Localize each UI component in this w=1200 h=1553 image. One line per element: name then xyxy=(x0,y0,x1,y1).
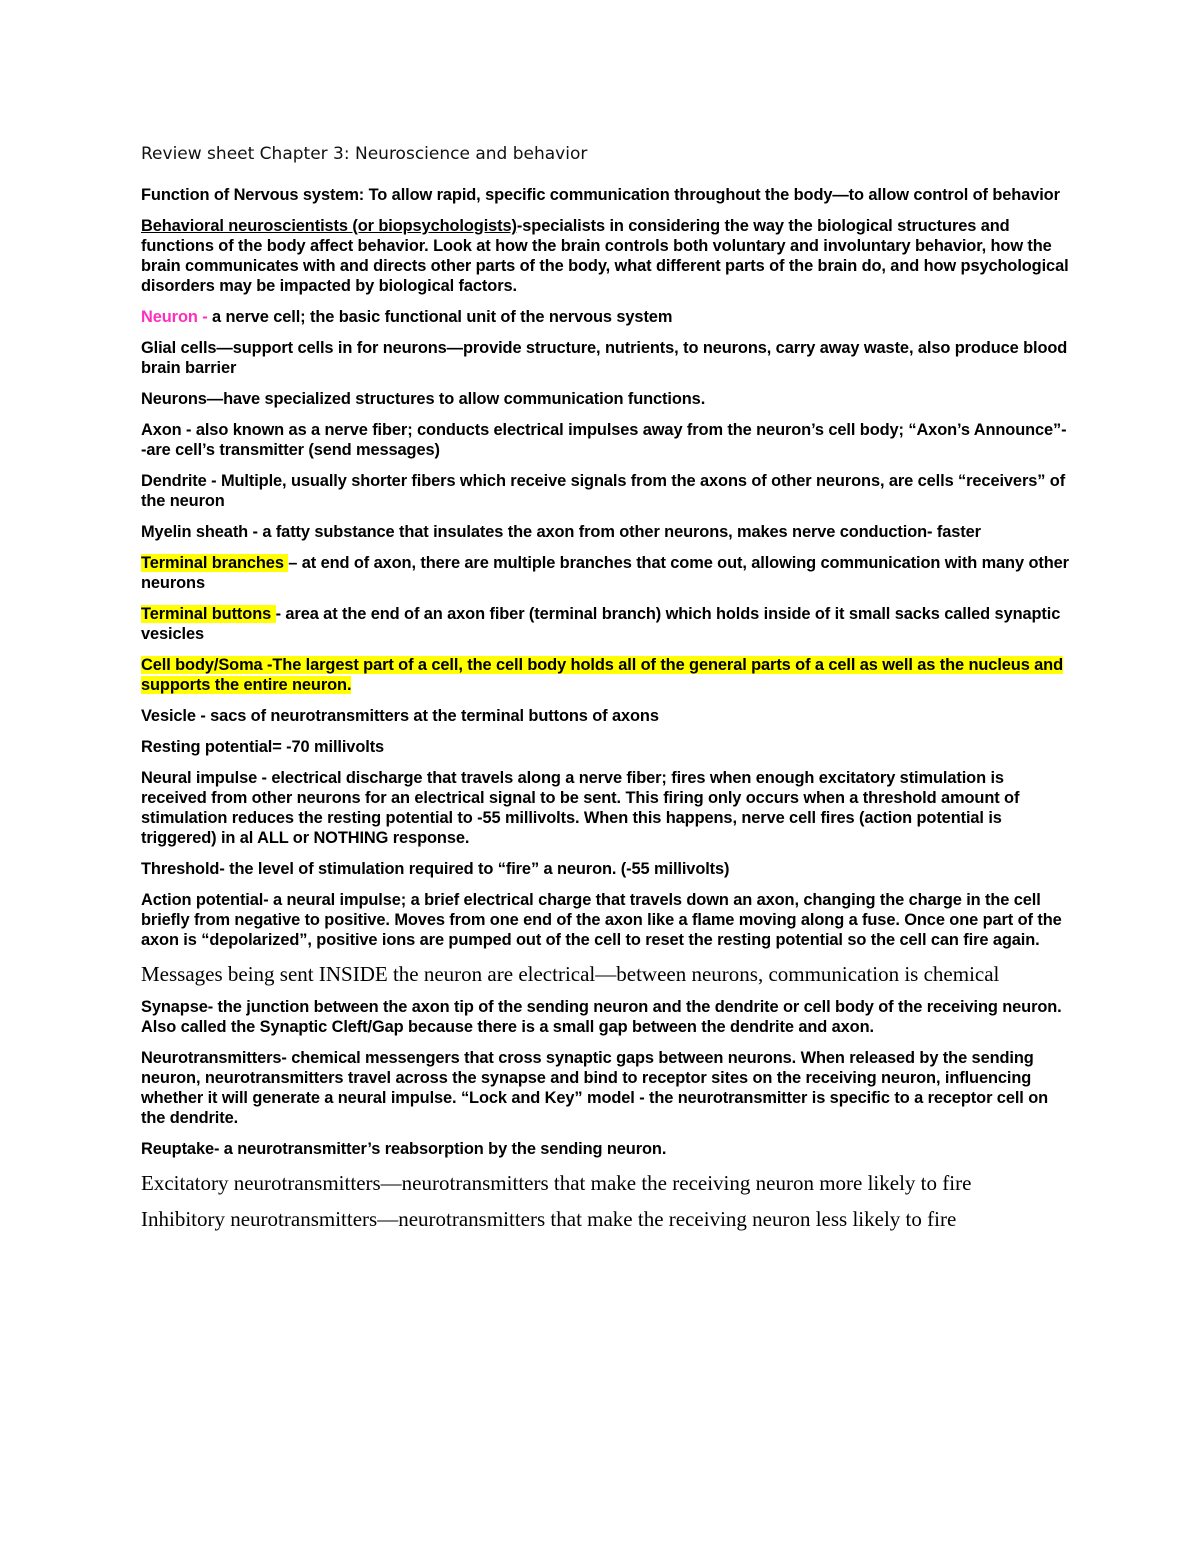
dendrite-paragraph: Dendrite - Multiple, usually shorter fibers which receive signals from the axons of other neurons, are cells “receivers” of the neuron xyxy=(141,472,1066,510)
terminal-branches-term: Terminal branches xyxy=(141,554,289,572)
behavioral-neuroscientists-text: -specialists in considering the way the biological structures and functions of the body affect behavior. Look at how the brain controls both voluntary and involuntary behavior, how the brain communicates with and directs other parts of the body, what different parts of the brain do, and how psychological disorders may be impacted by biological factors. xyxy=(141,217,1069,295)
messages-note: Messages being sent INSIDE the neuron are electrical—between neurons, communication is chemical xyxy=(141,962,1000,986)
neuron-term: Neuron - xyxy=(141,308,213,326)
axon-paragraph: Axon - also known as a nerve fiber; conducts electrical impulses away from the neuron’s cell body; “Axon’s Announce”--are cell’s transmitter (send messages) xyxy=(141,421,1067,459)
resting-potential-paragraph: Resting potential= -70 millivolts xyxy=(141,738,385,756)
document-page xyxy=(141,143,1071,1242)
threshold-paragraph: Threshold- the level of stimulation required to “fire” a neuron. (-55 millivolts) xyxy=(141,860,730,878)
nervous-system-function: Function of Nervous system: To allow rapid, specific communication throughout the body—to allow control of behavior xyxy=(141,186,1060,204)
synapse-paragraph: Synapse- the junction between the axon tip of the sending neuron and the dendrite or cell body of the receiving neuron. Also called the Synaptic Cleft/Gap because there is a small gap between the dendrite and axon. xyxy=(141,998,1062,1036)
inhibitory-note: Inhibitory neurotransmitters—neurotransmitters that make the receiving neuron less likely to fire xyxy=(141,1207,957,1231)
cell-body-highlighted-text: Cell body/Soma -The largest part of a cell, the cell body holds all of the general parts of a cell as well as the nucleus and supports the entire neuron. xyxy=(141,656,1064,694)
terminal-buttons-text: - area at the end of an axon fiber (terminal branch) which holds inside of it small sacks called synaptic vesicles xyxy=(141,605,1061,643)
vesicle-paragraph: Vesicle - sacs of neurotransmitters at the terminal buttons of axons xyxy=(141,707,659,725)
behavioral-neuroscientists-paragraph xyxy=(141,216,1071,296)
behavioral-neuroscientists-term: Behavioral neuroscientists (or biopsychologists) xyxy=(141,217,517,235)
neuron-text: a nerve cell; the basic functional unit of the nervous system xyxy=(212,308,673,326)
neurotransmitters-paragraph: Neurotransmitters- chemical messengers that cross synaptic gaps between neurons. When released by the sending neuron, neurotransmitters travel across the synapse and bind to receptor sites on the receiving neuron, influencing whether it will generate a neural impulse. “Lock and Key” model - the neurotransmitter is specific to a receptor cell on the dendrite. xyxy=(141,1049,1049,1127)
neurons-paragraph: Neurons—have specialized structures to allow communication functions. xyxy=(141,390,706,408)
terminal-buttons-paragraph xyxy=(141,604,1071,644)
neuron-paragraph xyxy=(141,307,1071,327)
action-potential-paragraph: Action potential- a neural impulse; a brief electrical charge that travels down an axon, changing the charge in the cell briefly from negative to positive. Moves from one end of the axon like a flame moving along a fuse. Once one part of the axon is “depolarized”, positive ions are pumped out of the cell to reset the resting potential so the cell can fire again. xyxy=(141,891,1062,949)
reuptake-paragraph: Reuptake- a neurotransmitter’s reabsorption by the sending neuron. xyxy=(141,1140,667,1158)
terminal-branches-text: – at end of axon, there are multiple branches that come out, allowing communication with many other neurons xyxy=(141,554,1069,592)
cell-body-paragraph xyxy=(141,655,1071,695)
myelin-sheath-paragraph: Myelin sheath - a fatty substance that insulates the axon from other neurons, makes nerve conduction- faster xyxy=(141,523,981,541)
glial-cells-paragraph: Glial cells—support cells in for neurons—provide structure, nutrients, to neurons, carry away waste, also produce blood brain barrier xyxy=(141,339,1068,377)
terminal-branches-paragraph xyxy=(141,553,1071,593)
document-title: Review sheet Chapter 3: Neuroscience and behavior xyxy=(141,144,588,164)
excitatory-note: Excitatory neurotransmitters—neurotransmitters that make the receiving neuron more likely to fire xyxy=(141,1171,972,1195)
terminal-buttons-term: Terminal buttons xyxy=(141,605,276,623)
neural-impulse-paragraph: Neural impulse - electrical discharge that travels along a nerve fiber; fires when enough excitatory stimulation is received from other neurons for an electrical signal to be sent. This firing only occurs when a threshold amount of stimulation reduces the resting potential to -55 millivolts. When this happens, nerve cell fires (action potential is triggered) in al ALL or NOTHING response. xyxy=(141,769,1020,847)
